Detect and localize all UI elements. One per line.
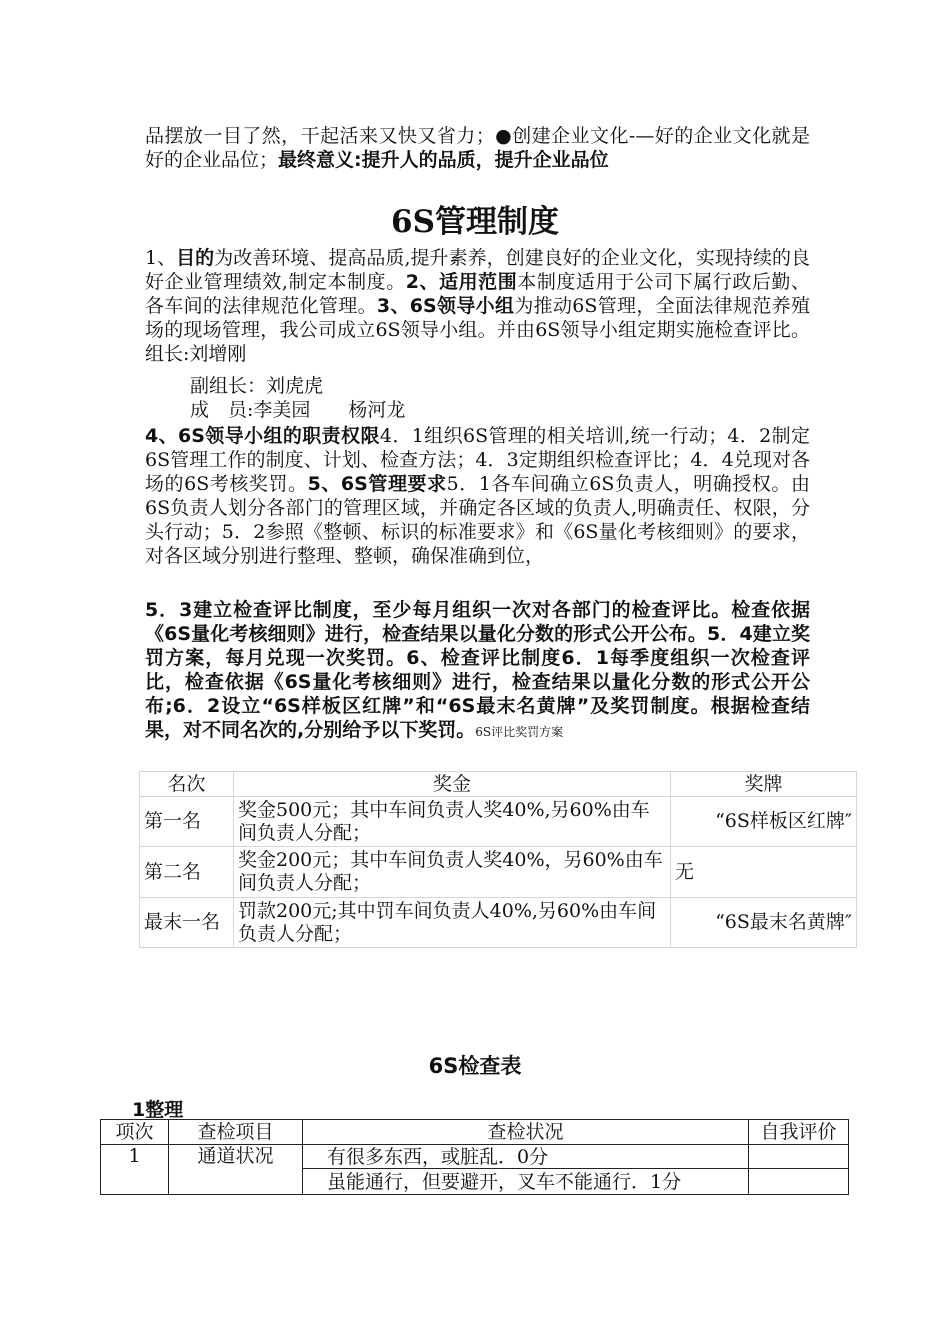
check-status-cell: 虽能通行，但要避开，叉车不能通行．1分	[303, 1169, 749, 1195]
check-header-no: 项次	[101, 1120, 169, 1145]
section53-bold-text: 5．3建立检查评比制度，至少每月组织一次对各部门的检查评比。检查依据《6S量化考核细则》进行，检查结果以量化分数的形式公开公布。5．4建立奖罚方案，每月兑现一次奖罚。6、检查评比制度6．1每季度组织一次检查评比，检查依据《6S量化考核细则》进行，检查结果以量化分数的形式公开公布;6．2设立“6S样板区红牌”和“6S最末名黄牌”及奖罚制度。根据检查结果，对不同名次的,分别给予以下奖罚。	[145, 599, 810, 741]
section4-text: 4．1组织6S管理的相关培训,统一行动；4．2制定6S管理工作的制度、计划、检查方法；4．3定期组织检查评比；4．4兑现对各场的6S考核奖罚。	[145, 425, 810, 495]
award-bonus-cell: 奖金200元；其中车间负责人奖40%，另60%由车间负责人分配；	[234, 847, 671, 898]
award-bonus-cell: 奖金500元；其中车间负责人奖40%,另60%由车间负责人分配；	[234, 797, 671, 847]
check-header-status: 查检状况	[303, 1120, 749, 1145]
intro-paragraph	[145, 124, 810, 172]
section5-text: 5．1各车间确立6S负责人，明确授权。由6S负责人划分各部门的管理区域，并确定各区域的负责人,明确责任、权限，分头行动；5．2参照《整顿、标识的标准要求》和《6S量化考核细则》的要求，对各区域分别进行整理、整顿，确保准确到位，	[145, 473, 810, 567]
award-row	[140, 898, 857, 948]
check-row	[101, 1145, 849, 1169]
award-row	[140, 847, 857, 898]
award-bonus-cell: 罚款200元;其中罚车间负责人40%,另60%由车间负责人分配；	[234, 898, 671, 948]
section-1-3-paragraph	[145, 246, 810, 366]
award-medal-cell: 无	[671, 847, 857, 898]
section5-heading: 5、6S管理要求	[307, 473, 447, 495]
award-row	[140, 797, 857, 847]
award-rank-cell: 最末一名	[140, 898, 234, 948]
check-header-item: 查检项目	[169, 1120, 303, 1145]
check-self-eval-cell[interactable]	[749, 1145, 849, 1169]
check-self-eval-cell[interactable]	[749, 1169, 849, 1195]
award-rank-cell: 第一名	[140, 797, 234, 847]
award-rank-cell: 第二名	[140, 847, 234, 898]
section2-heading: 2、适用范围	[405, 271, 518, 293]
section3-text: 为推动6S管理，全面法律规范养殖场的现场管理，我公司成立6S领导小组。并由6S领导小组定期实施检查评比。组长:刘增刚	[145, 295, 810, 365]
page-title: 6S管理制度	[391, 204, 559, 240]
check-table-header-row	[101, 1120, 849, 1145]
check-header-self-eval: 自我评价	[749, 1120, 849, 1145]
section1-heading: 目的	[176, 247, 215, 269]
award-header-bonus: 奖金	[234, 772, 671, 797]
vice-leader-line: 副组长：刘虎虎	[190, 375, 324, 397]
check-item-name: 通道状况	[169, 1145, 303, 1195]
section1-text: 为改善环境、提高品质,提升素养，创建良好的企业文化，实现持续的良好企业管理绩效,制定本制度。	[145, 247, 810, 293]
section4-heading: 4、6S领导小组的职责权限	[145, 425, 380, 447]
check-section-label: 1整理	[132, 1099, 184, 1121]
section-53-paragraph	[145, 598, 810, 744]
section1-number: 1、	[145, 247, 177, 269]
section-4-5-paragraph	[145, 424, 810, 568]
award-medal-cell: “6S最末名黄牌″	[671, 898, 857, 948]
award-header-rank: 名次	[140, 772, 234, 797]
award-table-caption: 6S评比奖罚方案	[475, 725, 564, 739]
award-table-header-row	[140, 772, 857, 797]
award-medal-cell: “6S样板区红牌″	[671, 797, 857, 847]
check-table-title: 6S检查表	[428, 1054, 522, 1078]
intro-text: 品摆放一目了然，干起活来又快又省力；●创建企业文化-—好的企业文化就是好的企业品位；	[145, 125, 810, 171]
intro-bold-text: 最终意义:提升人的品质，提升企业品位	[278, 149, 609, 171]
members-line: 成 员:李美园 杨河龙	[190, 399, 406, 421]
check-item-number: 1	[101, 1145, 169, 1195]
section3-heading: 3、6S领导小组	[376, 295, 515, 317]
section2-text: 本制度适用于公司下属行政后勤、各车间的法律规范化管理。	[145, 271, 810, 317]
check-status-cell: 有很多东西，或脏乱．0分	[303, 1145, 749, 1169]
award-table	[139, 771, 857, 948]
award-header-medal: 奖牌	[671, 772, 857, 797]
check-table	[100, 1119, 849, 1195]
